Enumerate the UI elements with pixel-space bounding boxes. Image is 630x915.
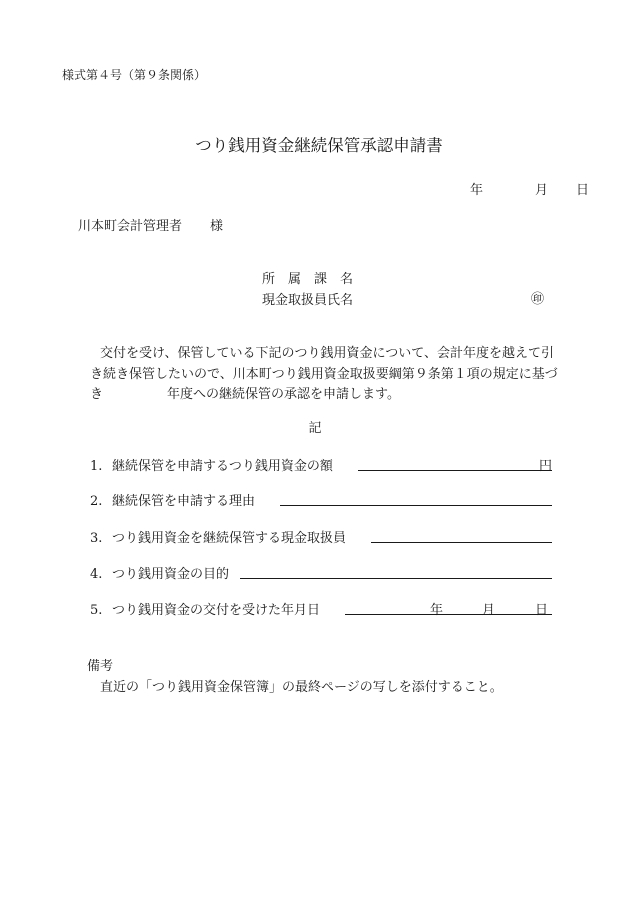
body-line-3-end: 年度への継続保管の承認を申請します。 bbox=[167, 387, 400, 402]
item-1-number: 1. bbox=[90, 459, 103, 474]
item-3-label: つり銭用資金を継続保管する現金取扱員 bbox=[112, 531, 347, 546]
item-2-label: 継続保管を申請する理由 bbox=[112, 494, 256, 509]
cashier-name-label: 現金取扱員氏名 bbox=[262, 293, 354, 308]
ki-heading: 記 bbox=[308, 421, 322, 436]
item-4-label: つり銭用資金の目的 bbox=[112, 567, 230, 582]
item-3 bbox=[90, 527, 346, 546]
item-2-number: 2. bbox=[90, 494, 103, 509]
addressee-name: 川本町会計管理者 bbox=[78, 219, 183, 234]
item-4 bbox=[90, 563, 229, 582]
item-5-day: 日 bbox=[535, 603, 549, 618]
item-3-cashier-line[interactable] bbox=[371, 542, 552, 543]
date-day: 日 bbox=[576, 183, 590, 198]
document-title: つり銭用資金継続保管承認申請書 bbox=[195, 136, 443, 155]
item-5-month: 月 bbox=[482, 603, 496, 618]
item-1-unit: 円 bbox=[539, 459, 553, 474]
item-1-label: 継続保管を申請するつり銭用資金の額 bbox=[112, 459, 333, 474]
body-line-1: 交付を受け、保管している下記のつり銭用資金について、会計年度を越えて引 bbox=[100, 346, 554, 361]
item-5 bbox=[90, 599, 320, 618]
date-month: 月 bbox=[535, 183, 549, 198]
seal-mark: ㊞ bbox=[531, 292, 545, 307]
department-label: 所 属 課 名 bbox=[262, 272, 354, 287]
item-5-date-line[interactable] bbox=[345, 614, 552, 615]
remarks-text: 直近の「つり銭用資金保管簿」の最終ページの写しを添付すること。 bbox=[100, 680, 503, 695]
item-1 bbox=[90, 455, 333, 474]
item-3-number: 3. bbox=[90, 531, 103, 546]
item-5-year: 年 bbox=[430, 603, 444, 618]
form-number: 様式第４号（第９条関係） bbox=[62, 68, 207, 82]
item-2 bbox=[90, 490, 255, 509]
item-4-number: 4. bbox=[90, 567, 103, 582]
remarks-heading: 備考 bbox=[87, 659, 114, 674]
item-4-purpose-line[interactable] bbox=[240, 578, 552, 579]
addressee-honorific: 様 bbox=[210, 219, 224, 234]
addressee bbox=[78, 215, 223, 234]
body-line-2: き続き保管したいので、川本町つり銭用資金取扱要綱第９条第１項の規定に基づ bbox=[90, 366, 558, 382]
item-5-label: つり銭用資金の交付を受けた年月日 bbox=[112, 603, 321, 618]
body-line-3 bbox=[90, 385, 560, 406]
date-year: 年 bbox=[470, 183, 484, 198]
item-2-reason-line[interactable] bbox=[280, 505, 552, 506]
item-1-amount-line[interactable] bbox=[358, 470, 552, 471]
submission-date bbox=[470, 179, 589, 198]
item-5-number: 5. bbox=[90, 603, 103, 618]
body-line-3-start: き bbox=[90, 387, 104, 402]
application-body bbox=[90, 344, 560, 406]
